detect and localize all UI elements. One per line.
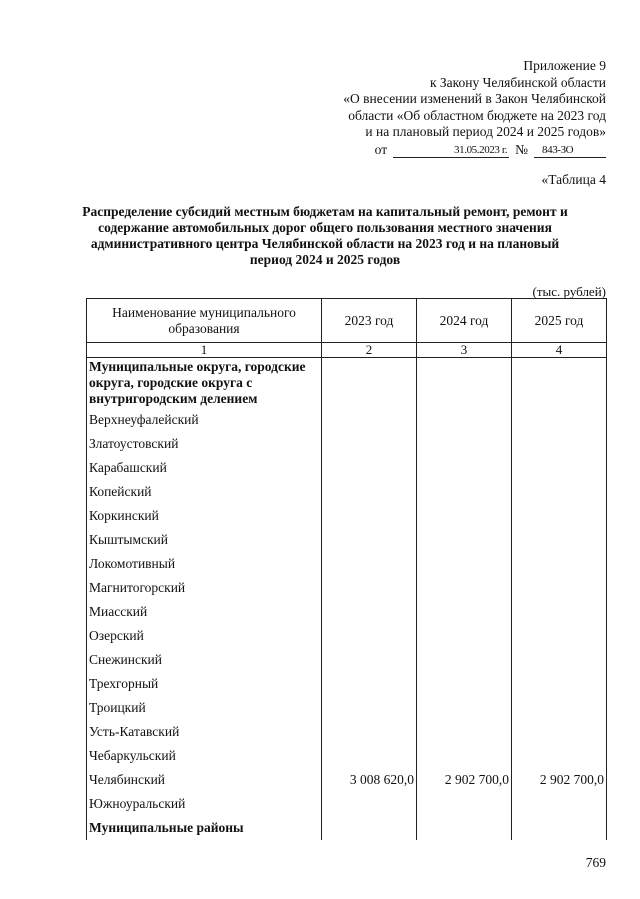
document-title: Распределение субсидий местным бюджетам на капитальный ремонт, ремонт и содержание автомобильных дорог общего пользования местного значения административного центра Челябинской области на 2023 год и на плановый период 2024 и 2025 годов <box>82 204 568 267</box>
empty-cell <box>322 358 417 409</box>
table-row <box>87 528 607 552</box>
municipality-name: Чебаркульский <box>87 744 322 768</box>
value-2024 <box>417 624 512 648</box>
value-2025 <box>512 696 607 720</box>
appendix-law-name-line2: области «Об областном бюджете на 2023 год <box>348 107 606 123</box>
law-date-number <box>306 142 606 159</box>
column-header-2024: 2024 год <box>417 299 512 343</box>
appendix-law-name-line1: «О внесении изменений в Закон Челябинской <box>343 91 606 106</box>
value-2023 <box>322 672 417 696</box>
group-header-districts: Муниципальные районы <box>87 816 322 840</box>
table-row <box>87 624 607 648</box>
value-2024 <box>417 408 512 432</box>
value-2024: 2 902 700,0 <box>417 768 512 792</box>
value-2024 <box>417 552 512 576</box>
value-2025 <box>512 504 607 528</box>
law-number: 843-ЗО <box>534 144 606 158</box>
value-2023 <box>322 624 417 648</box>
value-2025 <box>512 552 607 576</box>
municipality-name: Кыштымский <box>87 528 322 552</box>
value-2023 <box>322 648 417 672</box>
value-2025 <box>512 456 607 480</box>
table-row <box>87 744 607 768</box>
column-number: 1 <box>87 343 322 358</box>
units-label: (тыс. рублей) <box>532 284 606 299</box>
column-number: 4 <box>512 343 607 358</box>
value-2024 <box>417 504 512 528</box>
value-2023 <box>322 432 417 456</box>
value-2023 <box>322 552 417 576</box>
value-2024 <box>417 480 512 504</box>
value-2023 <box>322 504 417 528</box>
value-2023: 3 008 620,0 <box>322 768 417 792</box>
empty-cell <box>512 816 607 840</box>
value-2024 <box>417 696 512 720</box>
value-2023 <box>322 720 417 744</box>
value-2023 <box>322 576 417 600</box>
group-header: Муниципальные округа, городские округа, городские округа с внутригородским делением <box>87 358 322 409</box>
value-2025 <box>512 792 607 816</box>
municipality-name: Магнитогорский <box>87 576 322 600</box>
value-2023 <box>322 744 417 768</box>
value-2025 <box>512 576 607 600</box>
column-numbers-row <box>87 343 607 358</box>
value-2025 <box>512 648 607 672</box>
value-2025 <box>512 432 607 456</box>
law-date: 31.05.2023 г. <box>393 144 509 158</box>
column-header-2025: 2025 год <box>512 299 607 343</box>
table-row <box>87 576 607 600</box>
value-2025 <box>512 744 607 768</box>
from-label: от <box>374 141 388 157</box>
column-header-name: Наименование муниципального образования <box>87 299 322 343</box>
value-2023 <box>322 408 417 432</box>
table-label: «Таблица 4 <box>541 172 606 187</box>
table-row <box>87 408 607 432</box>
value-2024 <box>417 672 512 696</box>
value-2024 <box>417 720 512 744</box>
value-2025 <box>512 408 607 432</box>
subsidy-table <box>86 298 607 840</box>
value-2023 <box>322 456 417 480</box>
appendix-law-name-line3: и на плановый период 2024 и 2025 годов» <box>365 124 606 139</box>
value-2024 <box>417 528 512 552</box>
table-row <box>87 720 607 744</box>
municipality-name: Озерский <box>87 624 322 648</box>
value-2023 <box>322 528 417 552</box>
value-2025 <box>512 720 607 744</box>
value-2024 <box>417 648 512 672</box>
municipality-name: Копейский <box>87 480 322 504</box>
value-2024 <box>417 576 512 600</box>
table-row <box>87 672 607 696</box>
column-header-2023: 2023 год <box>322 299 417 343</box>
value-2025: 2 902 700,0 <box>512 768 607 792</box>
number-label: № <box>515 141 528 157</box>
value-2023 <box>322 696 417 720</box>
value-2025 <box>512 480 607 504</box>
value-2023 <box>322 792 417 816</box>
value-2024 <box>417 792 512 816</box>
municipality-name: Карабашский <box>87 456 322 480</box>
municipality-name: Челябинский <box>87 768 322 792</box>
municipality-name: Снежинский <box>87 648 322 672</box>
group-header-row <box>87 358 607 409</box>
table-row <box>87 456 607 480</box>
appendix-law-line: к Закону Челябинской области <box>429 74 606 90</box>
table-body <box>87 343 607 841</box>
municipality-name: Южноуральский <box>87 792 322 816</box>
table-row <box>87 504 607 528</box>
group-footer-row <box>87 816 607 840</box>
municipality-name: Троицкий <box>87 696 322 720</box>
municipality-name: Верхнеуфалейский <box>87 408 322 432</box>
empty-cell <box>512 358 607 409</box>
municipality-name: Миасский <box>87 600 322 624</box>
appendix-title: Приложение 9 <box>523 58 606 73</box>
page-number: 769 <box>585 855 606 870</box>
value-2025 <box>512 600 607 624</box>
empty-cell <box>417 816 512 840</box>
table-row <box>87 792 607 816</box>
column-number: 3 <box>417 343 512 358</box>
value-2025 <box>512 672 607 696</box>
value-2024 <box>417 432 512 456</box>
value-2024 <box>417 456 512 480</box>
table-row <box>87 480 607 504</box>
value-2025 <box>512 528 607 552</box>
table-row <box>87 552 607 576</box>
municipality-name: Локомотивный <box>87 552 322 576</box>
table-row <box>87 432 607 456</box>
appendix-header <box>306 58 606 158</box>
table-header-row <box>87 299 607 343</box>
municipality-name: Златоустовский <box>87 432 322 456</box>
empty-cell <box>417 358 512 409</box>
municipality-name: Коркинский <box>87 504 322 528</box>
table-row <box>87 648 607 672</box>
table-row <box>87 600 607 624</box>
value-2024 <box>417 600 512 624</box>
empty-cell <box>322 816 417 840</box>
value-2025 <box>512 624 607 648</box>
table-row <box>87 696 607 720</box>
municipality-name: Трехгорный <box>87 672 322 696</box>
municipality-name: Усть-Катавский <box>87 720 322 744</box>
value-2023 <box>322 600 417 624</box>
column-number: 2 <box>322 343 417 358</box>
table-row <box>87 768 607 792</box>
value-2024 <box>417 744 512 768</box>
value-2023 <box>322 480 417 504</box>
